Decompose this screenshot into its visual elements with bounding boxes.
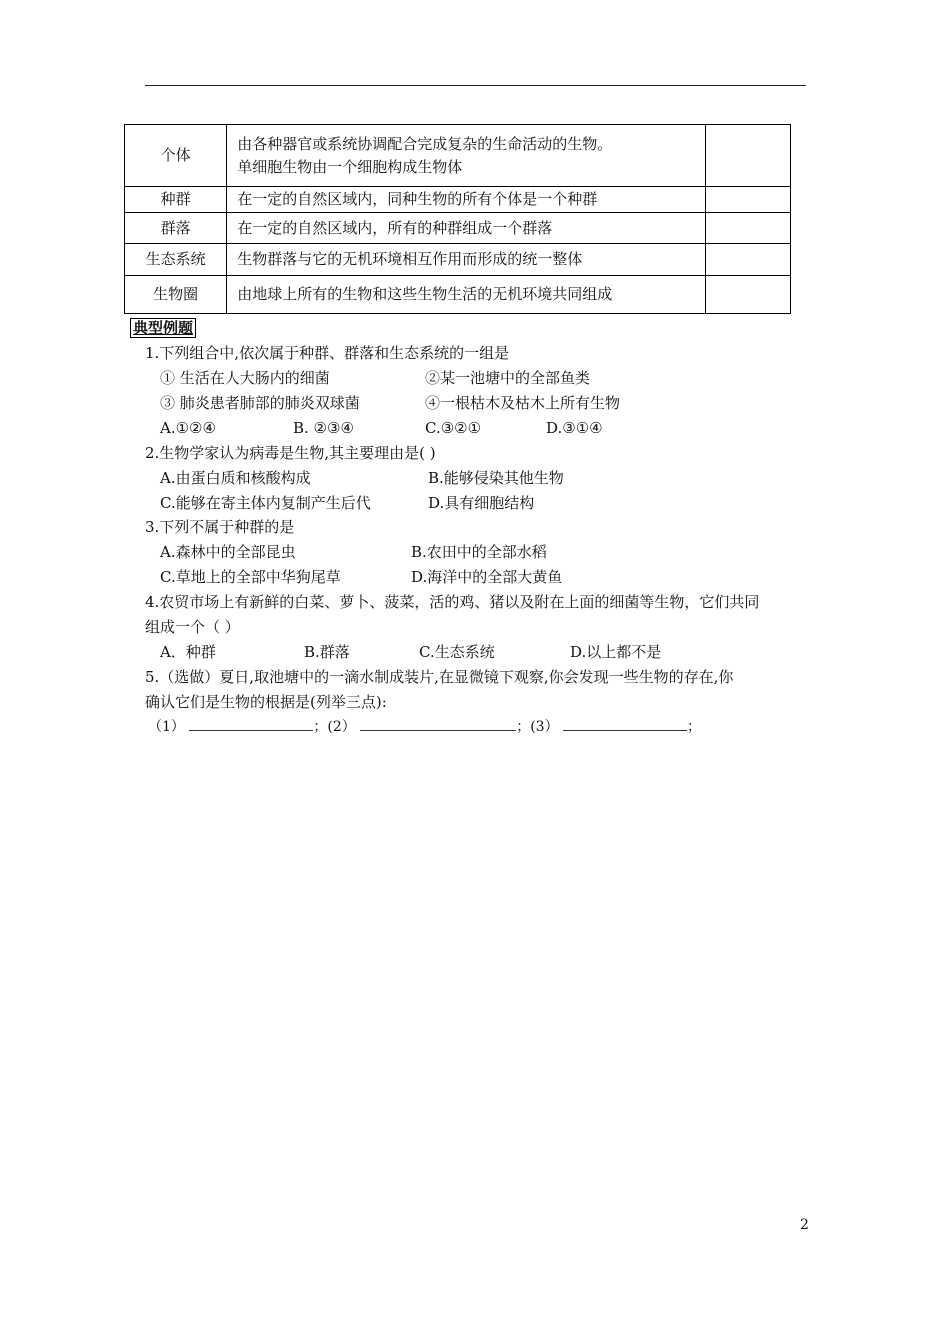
question-1-item: ③ 肺炎患者肺部的肺炎双球菌 [160, 394, 360, 412]
level-description: 在一定的自然区域内，同种生物的所有个体是一个种群 [227, 187, 705, 213]
question-4-stem: 组成一个（ ） [145, 618, 240, 636]
question-1-option-d: D.③①④ [546, 419, 603, 437]
question-3-option-c: C.草地上的全部中华狗尾草 [160, 568, 341, 586]
table-row [125, 244, 791, 276]
question-4-option-b: B.群落 [304, 643, 350, 661]
answer-label: （1） [148, 719, 185, 735]
question-1-item: ②某一池塘中的全部鱼类 [425, 369, 591, 387]
question-3-option-b: B.农田中的全部水稻 [411, 543, 547, 561]
question-4-option-a: A．种群 [160, 643, 216, 661]
question-3-option-d: D.海洋中的全部大黄鱼 [411, 568, 563, 586]
level-name: 生态系统 [125, 244, 227, 276]
empty-cell [705, 276, 790, 314]
biological-levels-table [124, 124, 791, 314]
level-description [227, 125, 705, 187]
question-3-stem: 3.下列不属于种群的是 [145, 518, 295, 536]
page-number: 2 [800, 1217, 809, 1233]
question-1-item: ④一根枯木及枯木上所有生物 [425, 394, 621, 412]
question-1-option-b: B. ②③④ [293, 419, 354, 437]
answer-blank-3[interactable] [563, 716, 687, 731]
description-line: 由各种器官或系统协调配合完成复杂的生命活动的生物。 [237, 134, 613, 153]
table-row [125, 213, 791, 244]
table-row [125, 125, 791, 187]
level-name: 种群 [125, 187, 227, 213]
answer-label: ；(3） [516, 719, 559, 735]
question-2-option-c: C.能够在寄主体内复制产生后代 [160, 494, 371, 512]
question-4-stem: 4.农贸市场上有新鲜的白菜、萝卜、菠菜，活的鸡、猪以及附在上面的细菌等生物，它们共同 [145, 593, 760, 611]
table-row [125, 276, 791, 314]
level-name: 个体 [125, 125, 227, 187]
question-1-option-a: A.①②④ [160, 419, 216, 437]
question-4-option-c: C.生态系统 [419, 643, 495, 661]
empty-cell [705, 244, 790, 276]
question-5-answer-line [148, 716, 701, 737]
empty-cell [705, 125, 790, 187]
question-5-stem: 5.（选做）夏日,取池塘中的一滴水制成装片,在显微镜下观察,你会发现一些生物的存在,你 [145, 668, 734, 686]
table-row [125, 187, 791, 213]
answer-blank-2[interactable] [360, 716, 516, 731]
level-description: 生物群落与它的无机环境相互作用而形成的统一整体 [227, 244, 705, 276]
section-title: 典型例题 [130, 318, 196, 338]
empty-cell [705, 187, 790, 213]
question-2-option-d: D.具有细胞结构 [428, 494, 535, 512]
question-3-option-a: A.森林中的全部昆虫 [160, 543, 296, 561]
question-2-option-a: A.由蛋白质和核酸构成 [160, 469, 311, 487]
question-4-option-d: D.以上都不是 [570, 643, 662, 661]
answer-label: ； [687, 719, 702, 735]
level-description: 在一定的自然区域内，所有的种群组成一个群落 [227, 213, 705, 244]
level-name: 生物圈 [125, 276, 227, 314]
question-1-item: ① 生活在人大肠内的细菌 [160, 369, 330, 387]
header-rule [145, 85, 806, 86]
question-1-option-c: C.③②① [425, 419, 482, 437]
question-2-option-b: B.能够侵染其他生物 [428, 469, 564, 487]
answer-label: ；(2） [313, 719, 356, 735]
empty-cell [705, 213, 790, 244]
question-2-stem: 2.生物学家认为病毒是生物,其主要理由是( ) [145, 444, 436, 462]
level-name: 群落 [125, 213, 227, 244]
question-1-stem: 1.下列组合中,依次属于种群、群落和生态系统的一组是 [145, 344, 510, 362]
answer-blank-1[interactable] [189, 716, 313, 731]
question-5-stem: 确认它们是生物的根据是(列举三点): [145, 693, 387, 711]
description-line: 单细胞生物由一个细胞构成生物体 [237, 157, 463, 176]
level-description: 由地球上所有的生物和这些生物生活的无机环境共同组成 [227, 276, 705, 314]
